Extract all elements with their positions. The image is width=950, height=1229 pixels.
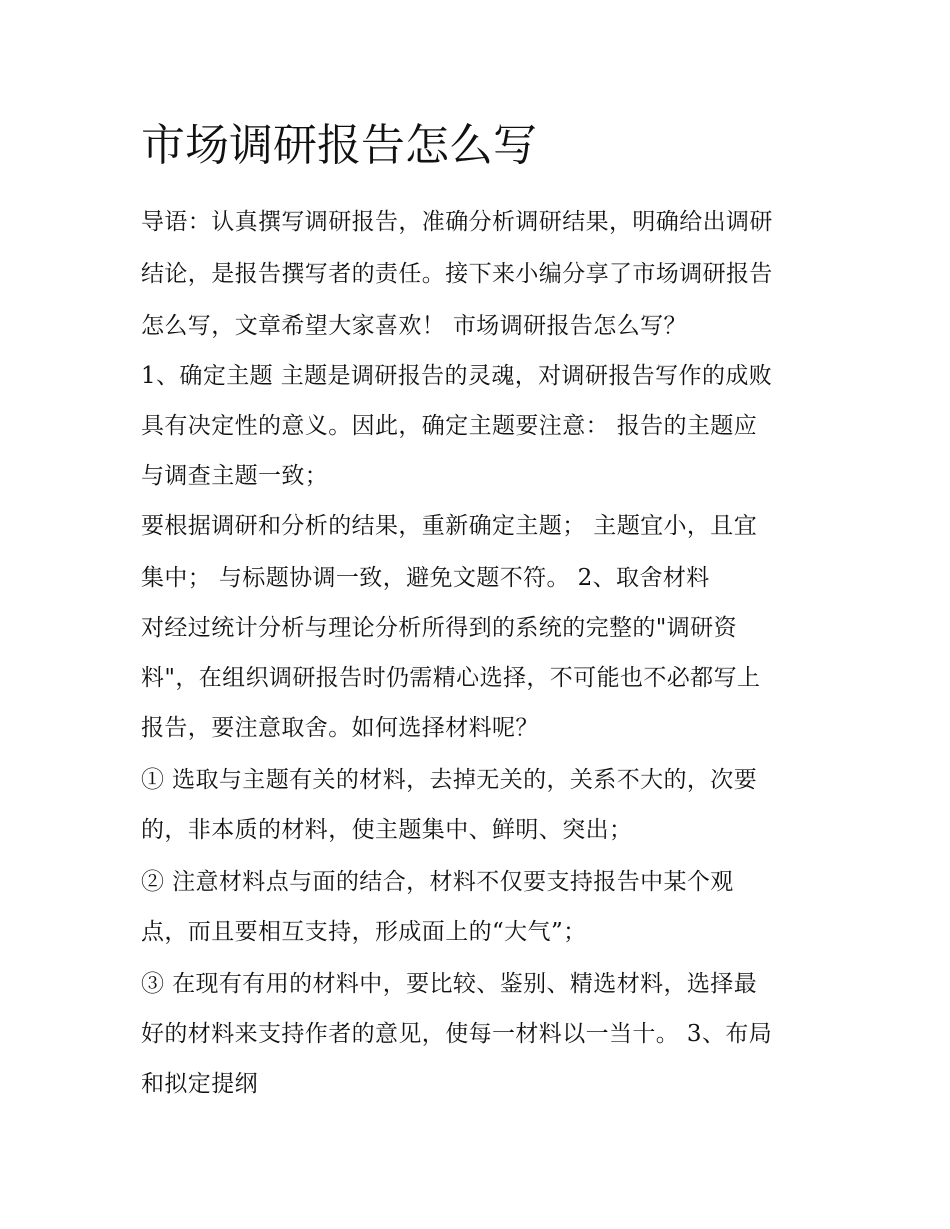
text-line: ② 注意材料点与面的结合，材料不仅要支持报告中某个观 xyxy=(141,869,734,895)
text-line: 与调查主题一致； xyxy=(141,463,329,489)
text-line: 料"，在组织调研报告时仍需精心选择，不可能也不必都写上 xyxy=(141,665,761,691)
text-line: 导语：认真撰写调研报告，准确分析调研结果，明确给出调研 xyxy=(141,209,773,235)
text-line: 报告，要注意取舍。如何选择材料呢？ xyxy=(141,715,539,741)
text-line: 的，非本质的材料，使主题集中、鲜明、突出； xyxy=(141,817,633,843)
text-line: 怎么写，文章希望大家喜欢！ 市场调研报告怎么写？ xyxy=(141,313,687,339)
text-line: 对经过统计分析与理论分析所得到的系统的完整的"调研资 xyxy=(141,615,737,641)
text-line: 集中； 与标题协调一致，避免文题不符。 2、取舍材料 xyxy=(141,565,710,591)
document-title: 市场调研报告怎么写 xyxy=(141,120,537,171)
text-line: ③ 在现有有用的材料中，要比较、鉴别、精选材料，选择最 xyxy=(141,971,758,997)
text-line: ① 选取与主题有关的材料，去掉无关的，关系不大的，次要 xyxy=(141,767,758,793)
text-line: 结论，是报告撰写者的责任。接下来小编分享了市场调研报告 xyxy=(141,261,773,287)
text-line: 1、确定主题 主题是调研报告的灵魂，对调研报告写作的成败 xyxy=(141,363,773,389)
text-line: 好的材料来支持作者的意见，使每一材料以一当十。 3、布局 xyxy=(141,1021,773,1047)
text-line: 点，而且要相互支持，形成面上的“大气”； xyxy=(141,919,587,945)
text-line: 和拟定提纲 xyxy=(141,1071,258,1097)
text-line: 要根据调研和分析的结果，重新确定主题； 主题宜小，且宜 xyxy=(141,513,758,539)
text-line: 具有决定性的意义。因此，确定主题要注意： 报告的主题应 xyxy=(141,413,758,439)
